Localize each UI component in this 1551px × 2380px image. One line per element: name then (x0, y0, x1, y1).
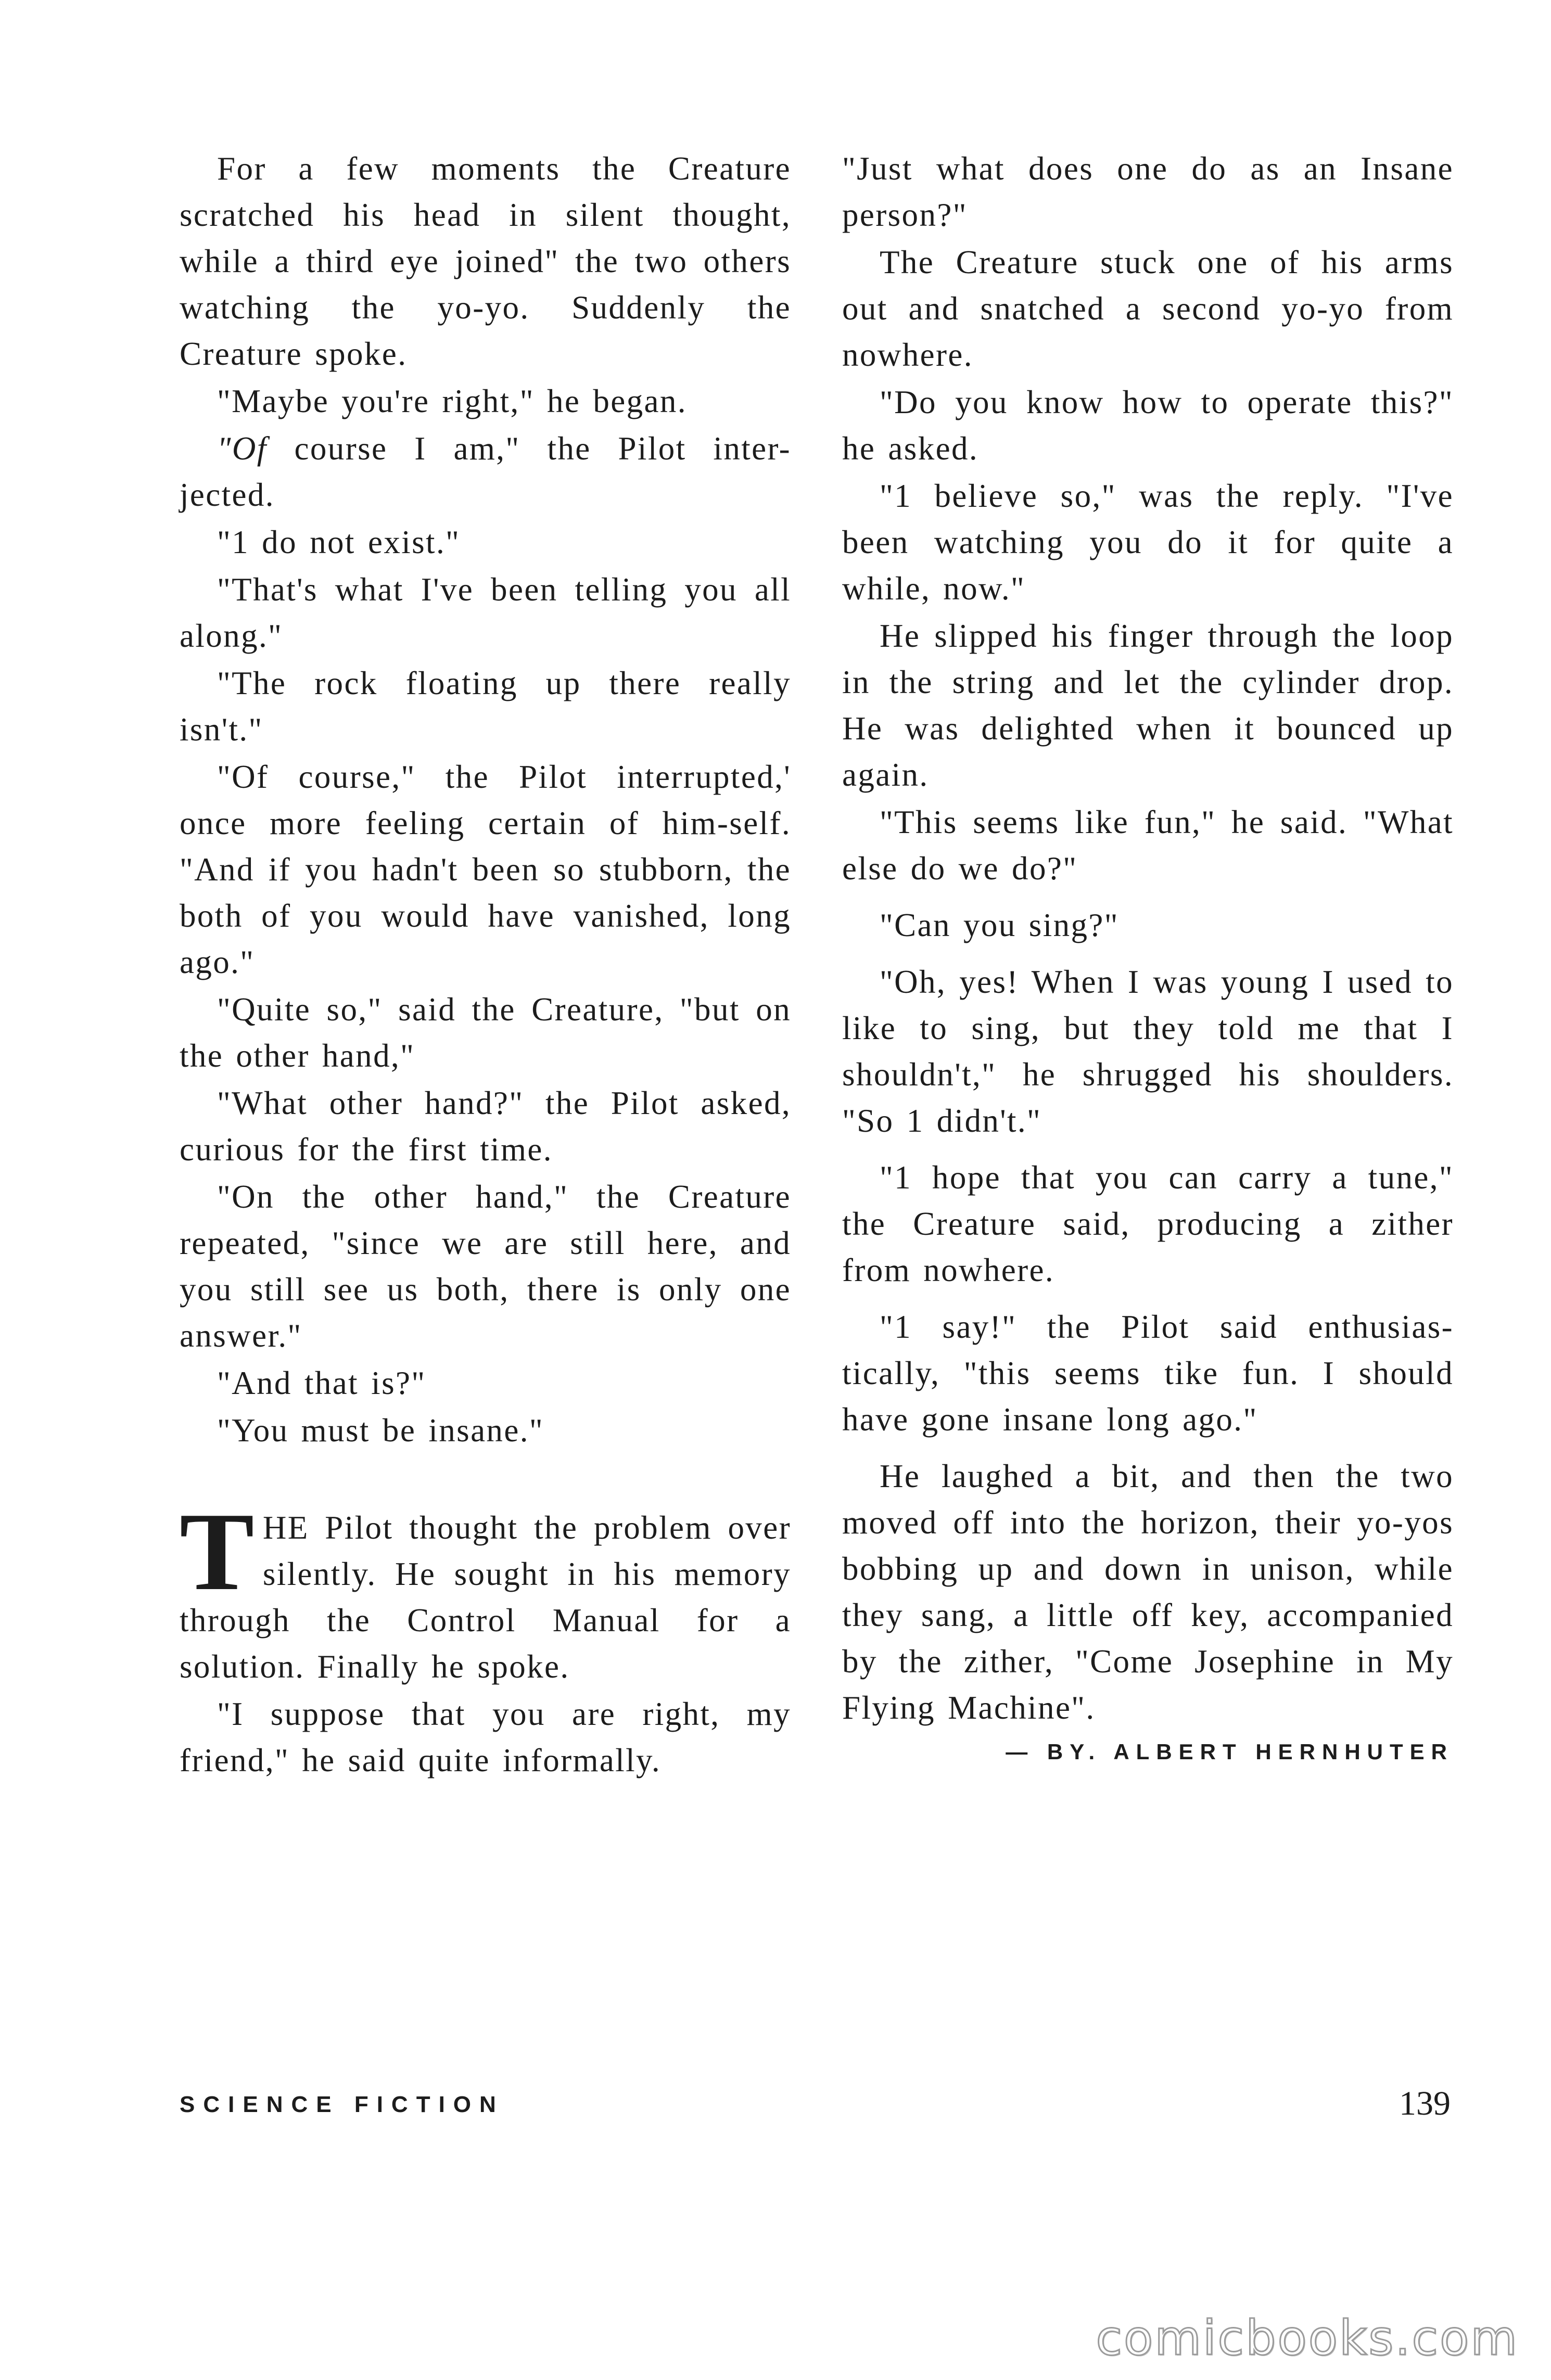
paragraph: "Oh, yes! When I was young I used to like to sing, but they told me that I shouldn't," he shrugged his shoulders. "So 1 didn't." (842, 964, 1454, 1139)
paragraph: "1 believe so," was the reply. "I've been watching you do it for quite a while, now." (842, 478, 1454, 607)
paragraph: "Can you sing?" (880, 907, 1119, 943)
paragraph: "What other hand?" the Pilot asked, curious for the first time. (180, 1085, 791, 1168)
paragraph: "Of course," the Pilot interrupted,' once more feeling certain of him-self. "And if you hadn't been so stubborn, the both of you would have vanished, long ago." (180, 759, 791, 980)
paragraph: "This seems like fun," he said. "What else do we do?" (842, 804, 1454, 887)
right-column (842, 146, 1454, 1768)
paragraph: "1 hope that you can carry a tune," the Creature said, producing a zither from nowhere. (842, 1159, 1454, 1288)
drop-cap: T (180, 1489, 256, 1614)
paragraph: The Creature stuck one of his arms out and snatched a second yo-yo from nowhere. (842, 244, 1454, 373)
paragraph: "I suppose that you are right, my friend," he said quite informally. (180, 1696, 791, 1778)
paragraph: He laughed a bit, and then the two moved off into the horizon, their yo-yos bobbing up and down in unison, while they sang, a little off key, accompanied by the zither, "Come Josephine in My Flying Machine". (842, 1458, 1454, 1726)
paragraph: He slipped his finger through the loop in the string and let the cylinder drop. He was delighted when it bounced up again. (842, 618, 1454, 793)
paragraph: "Quite so," said the Creature, "but on the other hand," (180, 991, 791, 1074)
paragraph-text: course I am," the Pilot inter-jected. (180, 430, 791, 513)
paragraph: For a few moments the Creature scratched his head in silent thought, while a third eye joined" the two others watching the yo-yo. Suddenly the Creature spoke. (180, 150, 791, 372)
author-byline: — BY. ALBERT HERNHUTER (1006, 1739, 1454, 1764)
watermark-logo: comicbooks.com (1096, 2310, 1519, 2366)
italic-word: "Of (217, 430, 268, 467)
paragraph: "You must be insane." (217, 1412, 544, 1449)
paragraph: "Maybe you're right," he began. (217, 383, 687, 419)
paragraph: "That's what I've been telling you all along." (180, 571, 791, 654)
paragraph: "The rock floating up there really isn't." (180, 665, 791, 748)
paragraph: "And that is?" (217, 1365, 426, 1401)
paragraph-continued: "Just what does one do as an Insane person?" (842, 150, 1454, 233)
paragraph (180, 426, 791, 518)
left-column (180, 146, 791, 1785)
magazine-title-footer: SCIENCE FICTION (180, 2092, 504, 2117)
paragraph: "1 do not exist." (217, 524, 461, 560)
section-opening-paragraph (180, 1489, 791, 1690)
paragraph-text: HE Pilot thought the problem over silently. He sought in his memory through the Control Manual for a solution. Finally he spoke. (180, 1509, 791, 1685)
paragraph: "1 say!" the Pilot said enthusias-tically, "this seems tike fun. I should have gone insane long ago." (842, 1309, 1454, 1438)
paragraph: "On the other hand," the Creature repeated, "since we are still here, and you still see us both, there is only one answer." (180, 1179, 791, 1354)
paragraph: "Do you know how to operate this?" he asked. (842, 384, 1454, 467)
page-number: 139 (1399, 2084, 1451, 2122)
